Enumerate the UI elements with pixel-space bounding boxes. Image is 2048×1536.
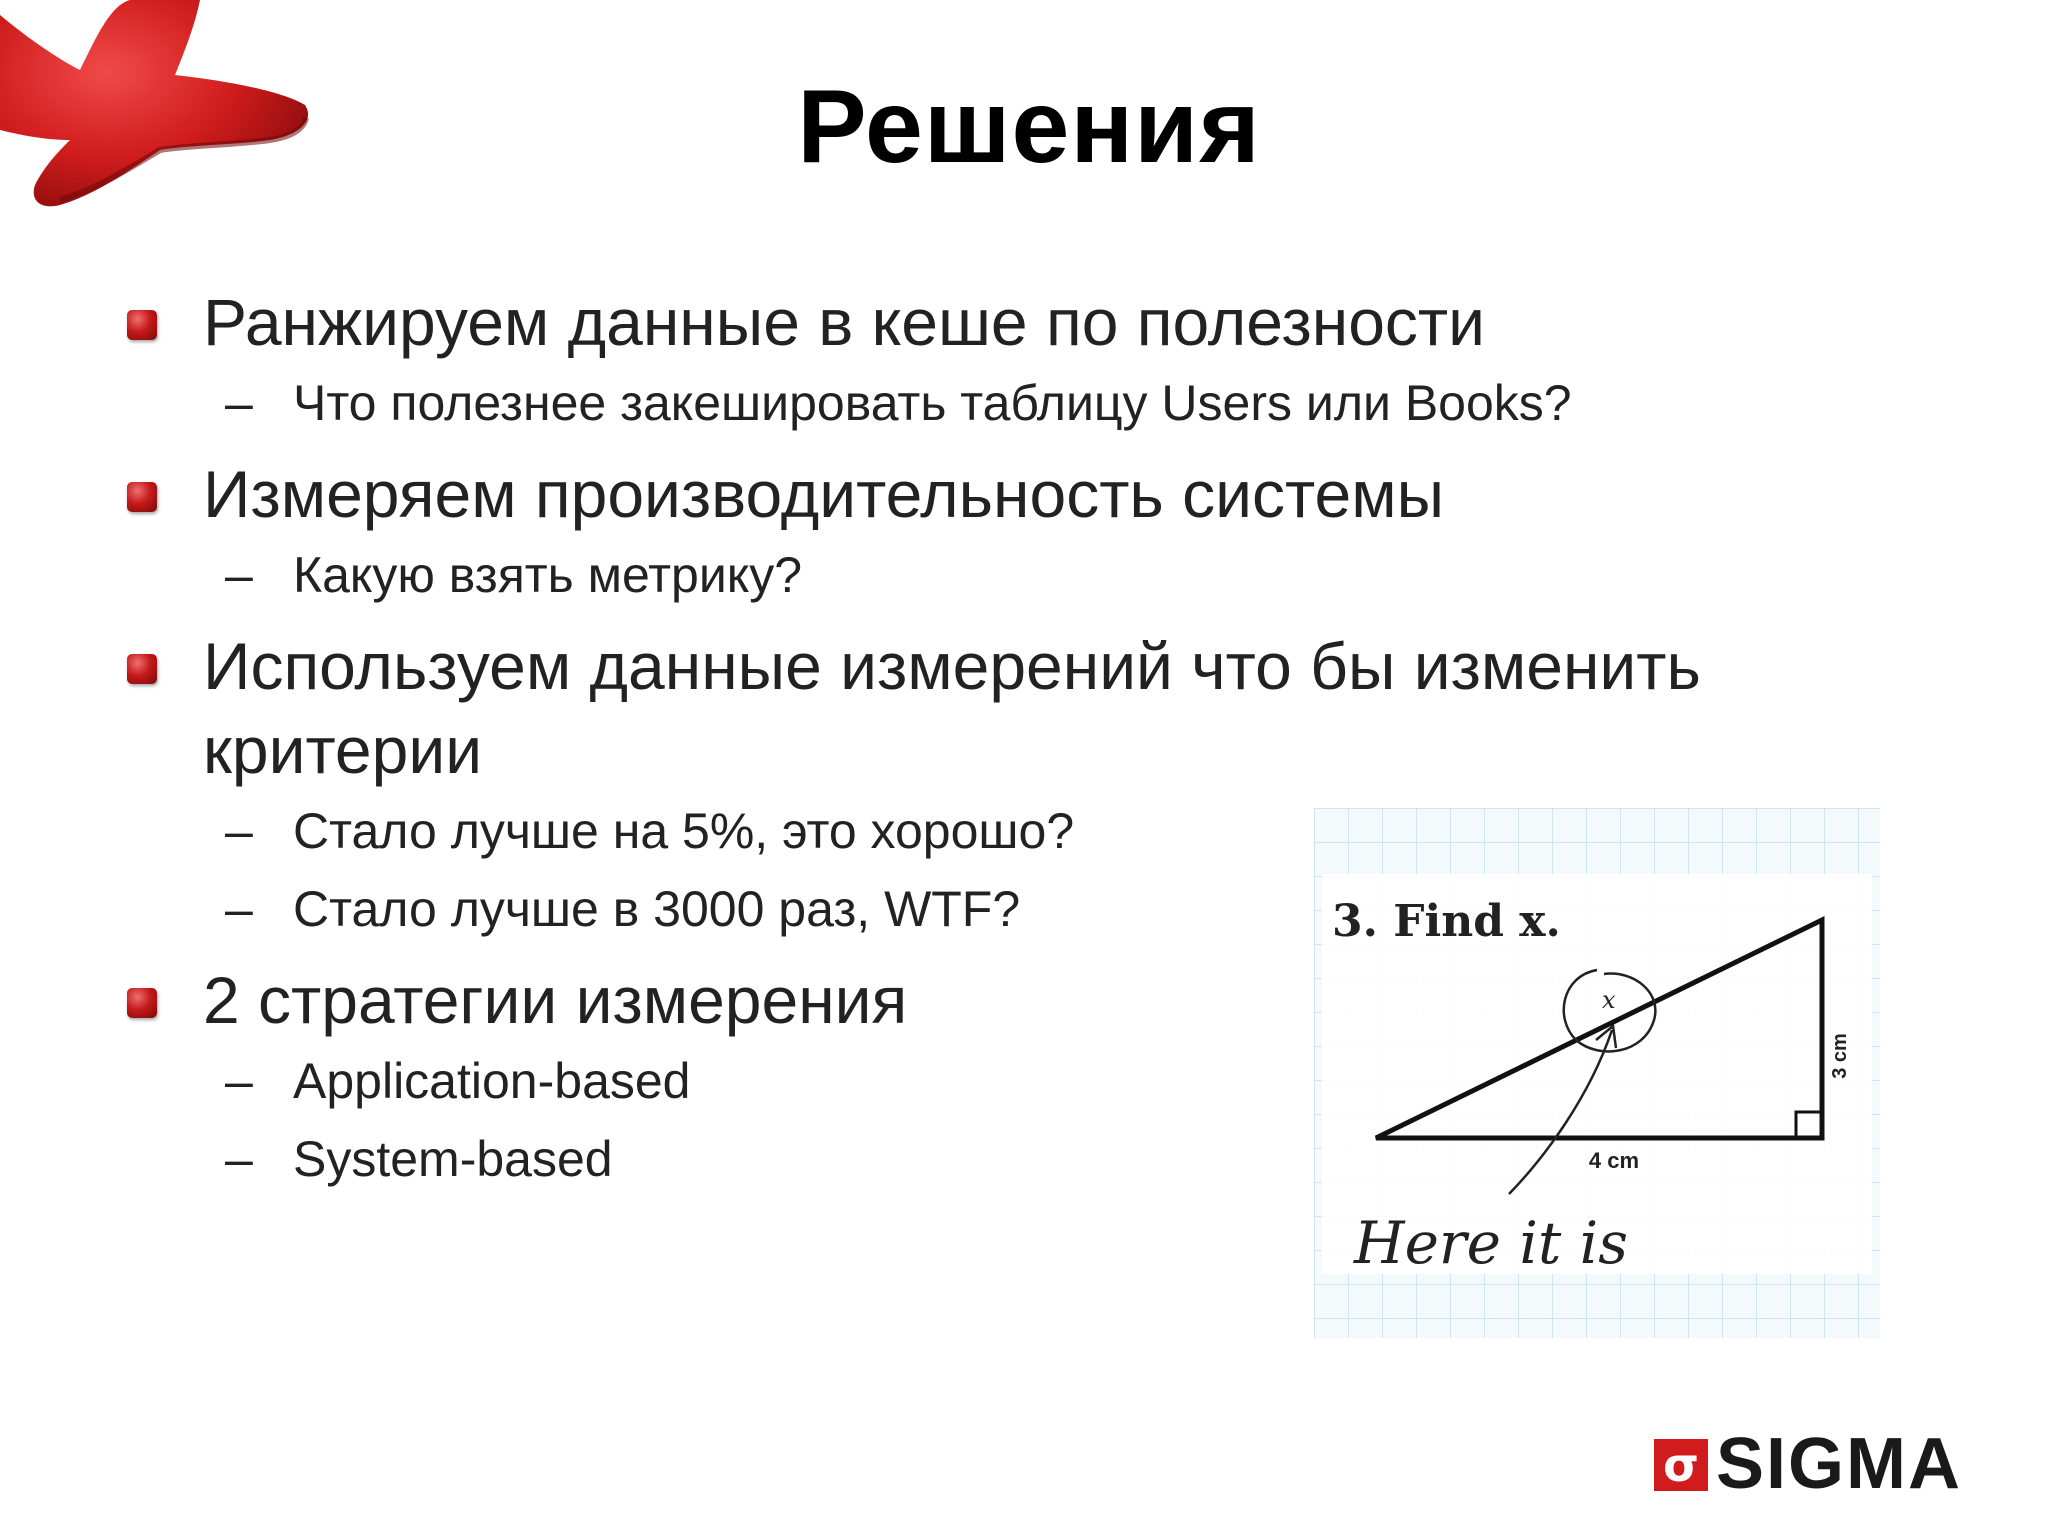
dash-marker: – xyxy=(225,803,253,859)
sub-bullet-text: Стало лучше на 5%, это хорошо? xyxy=(293,803,1075,859)
dash-marker: – xyxy=(225,1131,253,1187)
bullet-text: Используем данные измерений что бы изменить xyxy=(203,629,1701,703)
bullet-item xyxy=(125,624,1825,792)
bullet-text: 2 стратегии измерения xyxy=(203,963,908,1037)
find-x-meme-image xyxy=(1314,808,1880,1338)
slide-title: Решения xyxy=(797,69,1261,185)
sub-bullet-item xyxy=(125,536,1825,614)
bullet-text-continued: критерии xyxy=(203,713,483,787)
dash-marker: – xyxy=(225,1053,253,1109)
dash-marker: – xyxy=(225,881,253,937)
bullet-item xyxy=(125,280,1825,364)
bullet-text: Ранжируем данные в кеше по полезности xyxy=(203,285,1486,359)
dash-marker: – xyxy=(225,375,253,431)
logo-text: SIGMA xyxy=(1716,1424,1963,1504)
bullet-text: Измеряем производительность системы xyxy=(203,457,1445,531)
sub-bullet-text: System-based xyxy=(293,1131,613,1187)
sub-bullet-text: Какую взять метрику? xyxy=(293,547,803,603)
problem-heading: 3. Find x. xyxy=(1332,896,1561,947)
sigma-logo-mark-icon xyxy=(1654,1435,1712,1493)
horizontal-side-label: 4 cm xyxy=(1588,1148,1640,1173)
x-label: x xyxy=(1602,986,1616,1014)
sub-bullet-text: Что полезнее закешировать таблицу Users или Books? xyxy=(293,375,1572,431)
logo-mark-glyph: σ xyxy=(1663,1438,1699,1492)
sub-bullet-item xyxy=(125,364,1825,442)
sub-bullet-text: Application-based xyxy=(293,1053,691,1109)
handwritten-answer: Here it is xyxy=(1354,1209,1628,1277)
bullet-square-icon xyxy=(127,482,157,512)
dash-marker: – xyxy=(225,547,253,603)
bullet-item xyxy=(125,452,1825,536)
bullet-square-icon xyxy=(127,310,157,340)
sigma-logo xyxy=(1654,1424,1963,1504)
vertical-side-label: 3 cm xyxy=(1829,1033,1851,1079)
bullet-square-icon xyxy=(127,988,157,1018)
bullet-square-icon xyxy=(127,654,157,684)
sub-bullet-text: Стало лучше в 3000 раз, WTF? xyxy=(293,881,1021,937)
